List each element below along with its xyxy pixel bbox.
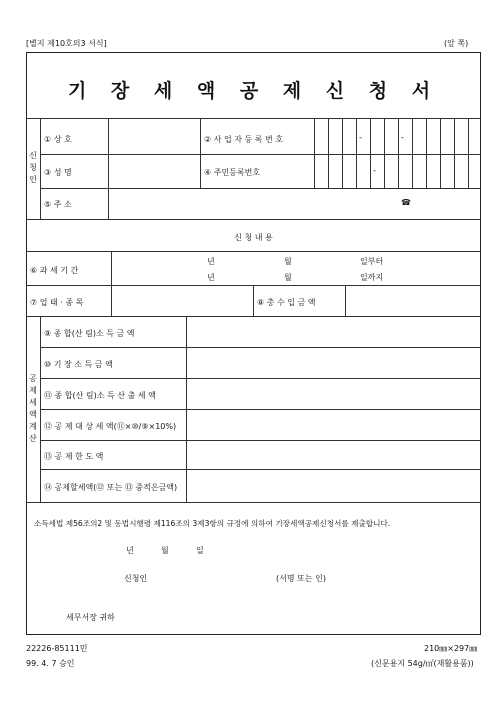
sign-day: 일 xyxy=(196,546,204,555)
rule xyxy=(40,469,481,470)
rule xyxy=(40,316,41,502)
business-type-label: ⑦ 업 태 · 종 목 xyxy=(30,298,84,307)
paper-size: 210㎜×297㎜ xyxy=(424,644,478,653)
calc-row-label: ⑬ 공 제 한 도 액 xyxy=(44,452,104,461)
name-label: ③ 성 명 xyxy=(44,168,72,177)
rule xyxy=(412,118,413,154)
rule xyxy=(342,118,343,154)
rule xyxy=(40,154,481,155)
rule xyxy=(454,118,455,154)
calc-section-label: 공 제 세 액 계 산 xyxy=(29,374,37,443)
approval-date: 99. 4. 7 승인 xyxy=(26,659,75,668)
phone-icon: ☎ xyxy=(401,198,411,207)
address-label: ⑤ 주 소 xyxy=(44,200,72,209)
period-from-day: 일부터 xyxy=(360,257,384,266)
total-income-label: ⑧ 총 수 입 금 액 xyxy=(257,298,316,307)
rule xyxy=(108,118,109,219)
trade-name-label: ① 상 호 xyxy=(44,135,72,144)
addressee: 세무서장 귀하 xyxy=(66,613,115,622)
rule xyxy=(345,285,346,316)
rule xyxy=(40,118,41,219)
rule xyxy=(468,154,469,188)
calc-row-label: ⑪ 종 합(산 림)소 득 산 출 세 액 xyxy=(44,391,156,400)
rule xyxy=(356,118,357,154)
applicant-sign-label: 신청인 xyxy=(124,574,148,583)
rule xyxy=(40,347,481,348)
rule xyxy=(440,118,441,154)
tax-period-label: ⑥ 과 세 기 간 xyxy=(30,266,79,275)
applicant-section-label: 신 청 인 xyxy=(29,151,37,184)
signature-note: (서명 또는 인) xyxy=(276,574,326,583)
page-side: (앞 쪽) xyxy=(444,39,469,48)
rule xyxy=(186,316,187,502)
calc-row-label: ⑩ 기 장 소 득 금 액 xyxy=(44,360,113,369)
rule xyxy=(314,118,315,188)
rule xyxy=(356,154,357,188)
details-heading: 신 청 내 용 xyxy=(234,233,273,242)
statement-text: 소득세법 제56조의2 및 동법시행령 제116조의 3제3항의 규정에 의하여 기장세액공제신청서를 제출합니다. xyxy=(34,519,391,528)
period-to-day: 일까지 xyxy=(360,273,384,282)
biz-reg-dash: - xyxy=(401,133,404,142)
form-title: 기 장 세 액 공 제 신 청 서 xyxy=(67,80,440,102)
paper-spec: (신문용지 54g/㎡(재활용품)) xyxy=(371,659,474,668)
rule xyxy=(26,219,481,220)
rule xyxy=(40,188,481,189)
calc-row-label: ⑨ 종 합(산 림)소 득 금 액 xyxy=(44,329,135,338)
rule xyxy=(40,378,481,379)
biz-reg-dash: - xyxy=(359,133,362,142)
rule xyxy=(111,251,112,285)
rule xyxy=(370,118,371,154)
period-to-month: 월 xyxy=(284,273,292,282)
rule xyxy=(26,251,481,252)
rule xyxy=(384,118,385,154)
rule xyxy=(398,118,399,154)
calc-row-label: ⑭ 공제할세액(⑫ 또는 ⑬ 중적은금액) xyxy=(44,483,178,492)
rule xyxy=(26,502,481,503)
resident-reg-label: ④ 주민등록번호 xyxy=(204,168,261,177)
sign-month: 월 xyxy=(161,546,169,555)
biz-reg-number-label: ② 사 업 자 등 록 번 호 xyxy=(204,135,284,144)
rule xyxy=(200,118,201,188)
rule xyxy=(40,440,481,441)
rule xyxy=(454,154,455,188)
rule xyxy=(468,118,469,154)
rule xyxy=(40,409,481,410)
rule xyxy=(426,118,427,154)
rule xyxy=(398,154,399,188)
form-code: 22226-85111민 xyxy=(26,644,88,653)
rule xyxy=(328,118,329,154)
sign-year: 년 xyxy=(126,546,134,555)
period-from-year: 년 xyxy=(207,257,215,266)
form-reference: [별지 제10호의3 서식] xyxy=(26,39,107,48)
rule xyxy=(111,285,112,316)
rule xyxy=(370,154,371,188)
rule xyxy=(440,154,441,188)
resident-reg-dash: - xyxy=(373,166,376,175)
rule xyxy=(412,154,413,188)
rule xyxy=(26,316,481,317)
rule xyxy=(384,154,385,188)
rule xyxy=(253,285,254,316)
calc-row-label: ⑫ 공 제 대 상 세 액(⑪×⑩/⑨×10%) xyxy=(44,422,177,431)
rule xyxy=(342,154,343,188)
rule xyxy=(328,154,329,188)
period-from-month: 월 xyxy=(284,257,292,266)
period-to-year: 년 xyxy=(207,273,215,282)
rule xyxy=(426,154,427,188)
